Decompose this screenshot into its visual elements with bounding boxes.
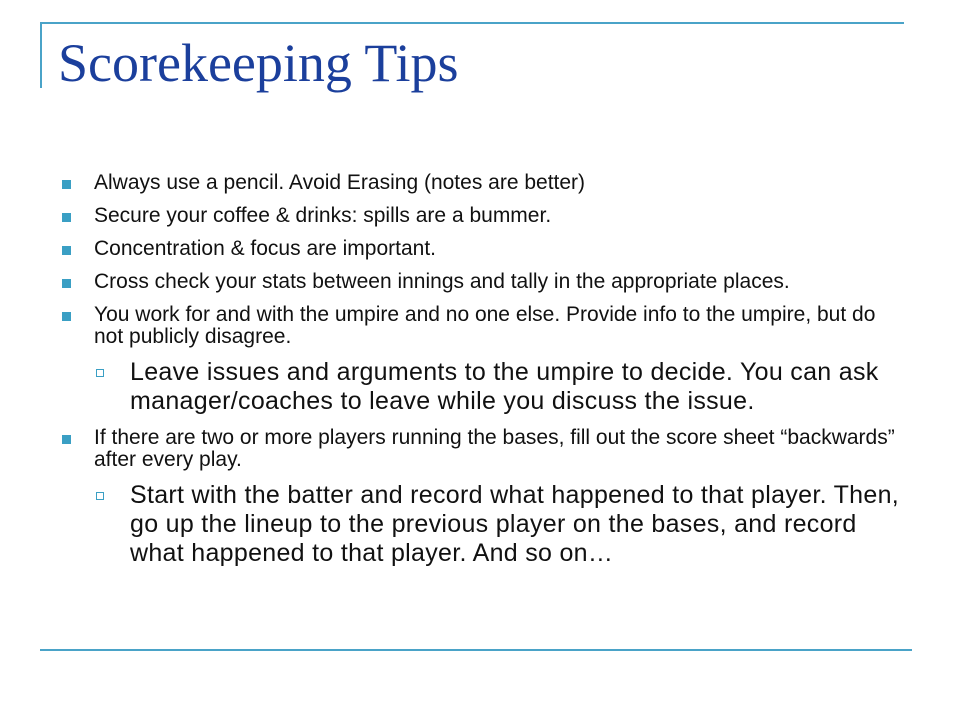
sub-bullet-item-batter (62, 481, 902, 568)
sub-bullet-text: Start with the batter and record what happened to that player. Then, go up the lineup to the previous player on the bases, and record what happened to that player. And so on… (130, 481, 900, 567)
bullet-item-backwards (62, 427, 902, 471)
frame-left-rule (40, 22, 42, 88)
hollow-square-bullet-icon (96, 492, 104, 500)
square-bullet-icon (62, 213, 71, 222)
bullet-item-concentration (62, 238, 902, 260)
bullet-item-umpire (62, 304, 902, 348)
square-bullet-icon (62, 312, 71, 321)
bullet-list (62, 172, 902, 579)
bullet-text: Always use a pencil. Avoid Erasing (notes are better) (94, 171, 586, 194)
bullet-text: If there are two or more players running the bases, fill out the score sheet “backwards” after every play. (94, 426, 895, 471)
bullet-text: Cross check your stats between innings and tally in the appropriate places. (94, 270, 790, 293)
bullet-text: Concentration & focus are important. (94, 237, 437, 260)
square-bullet-icon (62, 435, 71, 444)
bullet-text: Secure your coffee & drinks: spills are a bummer. (94, 204, 552, 227)
bullet-item-coffee (62, 205, 902, 227)
square-bullet-icon (62, 246, 71, 255)
square-bullet-icon (62, 180, 71, 189)
frame-top-rule (40, 22, 904, 24)
sub-bullet-text: Leave issues and arguments to the umpire to decide. You can ask manager/coaches to leave while you discuss the issue. (130, 358, 879, 415)
bullet-item-pencil (62, 172, 902, 194)
sub-bullet-item-issues (62, 358, 902, 416)
bullet-item-cross-check (62, 271, 902, 293)
frame-bottom-rule (40, 649, 912, 651)
slide-title: Scorekeeping Tips (58, 33, 459, 93)
hollow-square-bullet-icon (96, 369, 104, 377)
bullet-text: You work for and with the umpire and no one else. Provide info to the umpire, but do not publicly disagree. (94, 303, 876, 348)
square-bullet-icon (62, 279, 71, 288)
